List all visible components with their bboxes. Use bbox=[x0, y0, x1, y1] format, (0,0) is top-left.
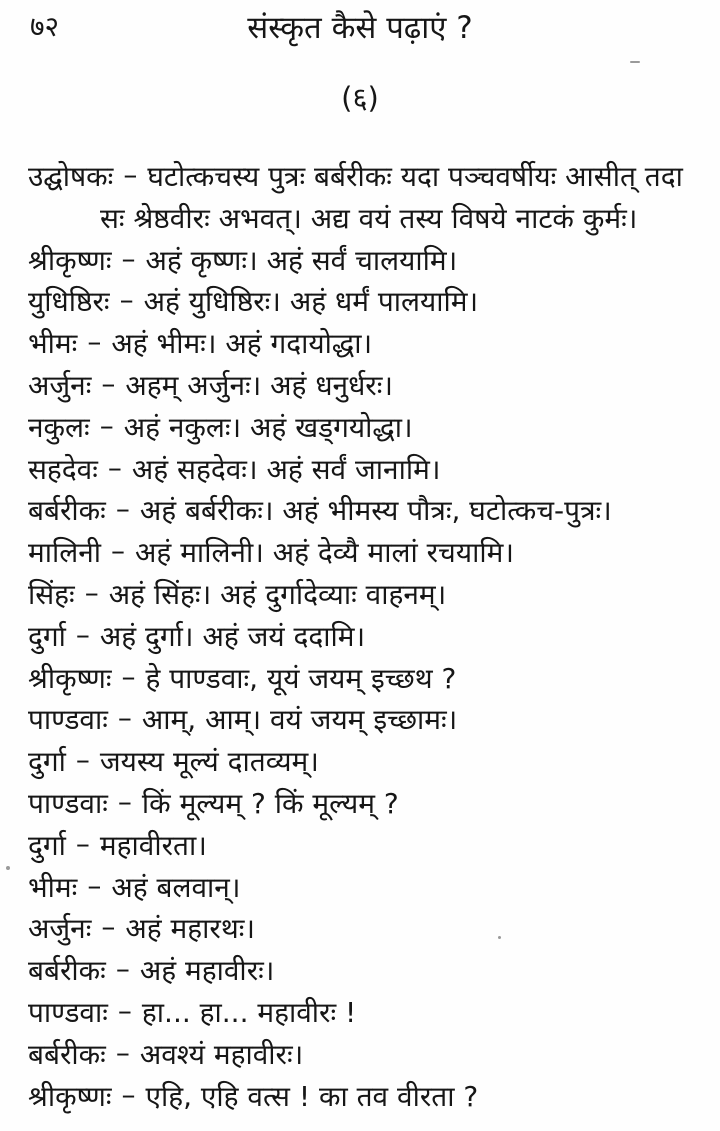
dash-separator: – bbox=[121, 241, 136, 275]
dialogue-line bbox=[28, 783, 716, 825]
speaker-name: भीमः bbox=[28, 870, 78, 904]
dialogue-line bbox=[28, 281, 716, 323]
dialogue-line bbox=[28, 1034, 716, 1076]
speech-text: हे पाण्डवाः, यूयं जयम् इच्छथ ? bbox=[145, 661, 457, 695]
dialogue-line-continuation bbox=[28, 198, 716, 240]
speech-text: अहं नकुलः। अहं खड्गयोद्धा। bbox=[123, 410, 413, 444]
dialogue-line bbox=[28, 867, 716, 909]
scan-artifact bbox=[630, 61, 640, 63]
speaker-name: अर्जुनः bbox=[28, 912, 92, 946]
dialogue-line bbox=[28, 741, 716, 783]
dialogue-line bbox=[28, 574, 716, 616]
dialogue-line bbox=[28, 616, 716, 658]
dash-separator: – bbox=[75, 617, 90, 651]
section-heading: (६) bbox=[341, 81, 379, 115]
page-number: ७२ bbox=[30, 10, 60, 43]
speech-text: हा... हा... महावीरः ! bbox=[141, 995, 357, 1029]
speaker-name: श्रीकृष्णः bbox=[28, 243, 112, 277]
speaker-name: श्रीकृष्णः bbox=[28, 1079, 112, 1113]
dialogue-line bbox=[28, 365, 716, 407]
speech-text: अहं सिंहः। अहं दुर्गादेव्याः वाहनम्। bbox=[108, 577, 447, 611]
dash-separator: – bbox=[123, 158, 138, 191]
dialogue-line bbox=[28, 1076, 716, 1118]
speech-text: अहं दुर्गा। अहं जयं ददामि। bbox=[99, 619, 366, 653]
speech-text: अहं बर्बरीकः। अहं भीमस्य पौत्रः, घटोत्कच-पुत्रः। bbox=[139, 494, 612, 528]
dash-separator: – bbox=[75, 826, 90, 860]
speech-text: किं मूल्यम् ? किं मूल्यम् ? bbox=[141, 786, 399, 820]
dash-separator: – bbox=[115, 1035, 130, 1069]
speech-text: अहं महावीरः। bbox=[139, 954, 275, 988]
speaker-name: दुर्गा bbox=[28, 619, 66, 653]
speaker-name: युधिष्ठिरः bbox=[28, 285, 110, 319]
speech-text: महावीरता। bbox=[99, 828, 207, 862]
dash-separator: – bbox=[87, 325, 102, 359]
dialogue-line bbox=[28, 449, 716, 491]
speech-text: अहं भीमः। अहं गदायोद्धा। bbox=[111, 327, 373, 361]
scan-artifact bbox=[498, 936, 501, 939]
dash-separator: – bbox=[117, 784, 132, 818]
dialogue-line bbox=[28, 908, 716, 950]
speech-text: अहं महारथः। bbox=[125, 912, 256, 946]
speaker-name: बर्बरीकः bbox=[28, 954, 106, 988]
speaker-name: दुर्गा bbox=[28, 828, 66, 862]
dialogue-line bbox=[28, 490, 716, 532]
speech-text: एहि, एहि वत्स ! का तव वीरता ? bbox=[145, 1079, 479, 1113]
dash-separator: – bbox=[121, 1077, 136, 1111]
dialogue-line bbox=[28, 992, 716, 1034]
dash-separator: – bbox=[115, 952, 130, 986]
speaker-name: बर्बरीकः bbox=[28, 1037, 106, 1071]
dialogue-line bbox=[28, 699, 716, 741]
dialogue-line bbox=[28, 825, 716, 867]
speaker-name: बर्बरीकः bbox=[28, 494, 106, 528]
speaker-name: पाण्डवाः bbox=[28, 995, 108, 1029]
page-title: संस्कृत कैसे पढ़ाएं ? bbox=[247, 10, 473, 46]
speaker-name: मालिनी bbox=[28, 536, 102, 570]
dialogue-line bbox=[28, 658, 716, 700]
dash-separator: – bbox=[117, 993, 132, 1027]
dash-separator: – bbox=[119, 283, 134, 317]
dialogue-line bbox=[28, 407, 716, 449]
dash-separator: – bbox=[115, 492, 130, 526]
speaker-name: श्रीकृष्णः bbox=[28, 661, 112, 695]
dialogue-line bbox=[28, 323, 716, 365]
speech-text: अहं बलवान्। bbox=[111, 870, 241, 904]
scan-artifact bbox=[6, 866, 10, 870]
speaker-name: पाण्डवाः bbox=[28, 703, 108, 737]
speech-text: अहं मालिनी। अहं देव्यै मालां रचयामि। bbox=[135, 536, 514, 570]
dialogue-line bbox=[28, 240, 716, 282]
speech-text: अवश्यं महावीरः। bbox=[139, 1037, 304, 1071]
speech-text: घटोत्कचस्य पुत्रः बर्बरीकः यदा पञ्चवर्षीयः आसीत् तदा bbox=[147, 160, 683, 193]
dash-separator: – bbox=[87, 868, 102, 902]
speech-text: अहं सहदेवः। अहं सर्वं जानामि। bbox=[131, 452, 441, 486]
speaker-name: अर्जुनः bbox=[28, 368, 92, 402]
dialogue-block bbox=[28, 156, 716, 1117]
speech-text: अहम् अर्जुनः। अहं धनुर्धरः। bbox=[125, 368, 394, 402]
dialogue-line bbox=[28, 156, 716, 198]
dash-separator: – bbox=[107, 450, 122, 484]
speaker-name: पाण्डवाः bbox=[28, 786, 108, 820]
speaker-name: सिंहः bbox=[28, 577, 75, 611]
dash-separator: – bbox=[101, 366, 116, 400]
dash-separator: – bbox=[84, 575, 99, 609]
dialogue-line bbox=[28, 950, 716, 992]
speech-text: आम्, आम्। वयं जयम् इच्छामः। bbox=[141, 703, 458, 737]
speaker-name: उद्घोषकः bbox=[28, 160, 114, 193]
dash-separator: – bbox=[111, 534, 126, 568]
speaker-name: सहदेवः bbox=[28, 452, 98, 486]
dash-separator: – bbox=[99, 408, 114, 442]
dash-separator: – bbox=[75, 743, 90, 777]
dialogue-line bbox=[28, 532, 716, 574]
speech-text: सः श्रेष्ठवीरः अभवत्। अद्य वयं तस्य विषये नाटकं कुर्मः। bbox=[100, 201, 638, 235]
speech-text: अहं युधिष्ठिरः। अहं धर्मं पालयामि। bbox=[143, 285, 479, 319]
speech-text: अहं कृष्णः। अहं सर्वं चालयामि। bbox=[145, 243, 458, 277]
speaker-name: भीमः bbox=[28, 327, 78, 361]
speech-text: जयस्य मूल्यं दातव्यम्। bbox=[99, 745, 319, 779]
dash-separator: – bbox=[117, 701, 132, 735]
dash-separator: – bbox=[121, 659, 136, 693]
speaker-name: दुर्गा bbox=[28, 745, 66, 779]
speaker-name: नकुलः bbox=[28, 410, 90, 444]
dash-separator: – bbox=[101, 910, 116, 944]
